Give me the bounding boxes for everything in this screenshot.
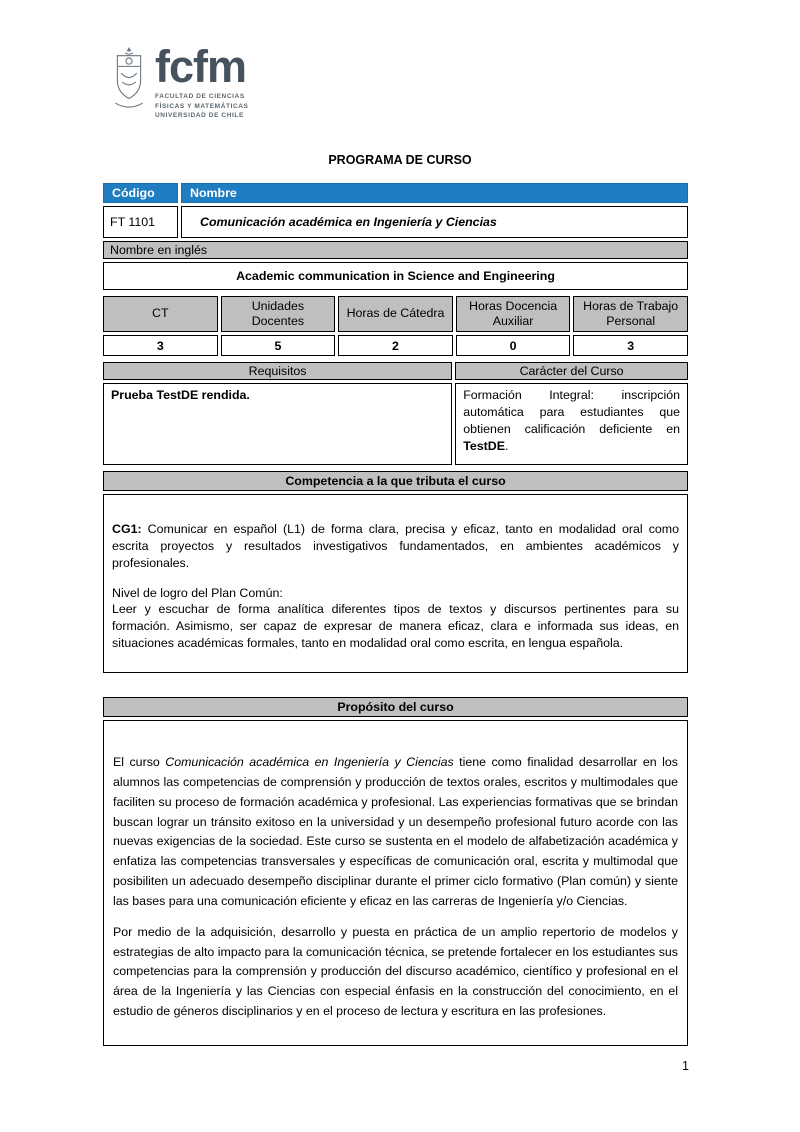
spacer	[112, 572, 679, 585]
requisitos-header-cell: Requisitos	[103, 362, 452, 380]
english-label-cell: Nombre en inglés	[103, 241, 688, 259]
nombre-header-cell: Nombre	[181, 183, 688, 203]
fcfm-logo	[112, 41, 249, 121]
caracter-text-bold: TestDE	[463, 438, 505, 453]
competencia-header-cell: Competencia a la que tributa el curso	[103, 471, 688, 491]
english-value-row	[103, 262, 688, 290]
caracter-header-cell: Carácter del Curso	[455, 362, 688, 380]
content-column	[100, 180, 691, 1073]
page-title: PROGRAMA DE CURSO	[328, 153, 472, 167]
course-header-table	[100, 180, 691, 293]
hours-value-ct: 3	[103, 335, 218, 356]
competencia-content-row	[103, 494, 688, 673]
english-name-cell: Academic communication in Science and Engineering	[103, 262, 688, 290]
hours-header-ud: Unidades Docentes	[221, 296, 336, 332]
requisitos-table	[100, 359, 691, 468]
proposito-header-cell: Propósito del curso	[103, 697, 688, 717]
course-name-cell: Comunicación académica en Ingeniería y Ciencias	[181, 206, 688, 238]
logo-caption-line3: UNIVERSIDAD DE CHILE	[155, 112, 244, 120]
logo-text-block	[155, 41, 249, 121]
cg1-label: CG1:	[112, 522, 142, 536]
proposito-p1-course-name: Comunicación académica en Ingeniería y Ciencias	[165, 755, 454, 770]
proposito-content-cell	[103, 720, 688, 1046]
english-label-row	[103, 241, 688, 259]
hours-header-catedra: Horas de Cátedra	[338, 296, 453, 332]
code-name-value-row	[103, 206, 688, 238]
hours-header-ct: CT	[103, 296, 218, 332]
page-number: 1	[682, 1058, 689, 1073]
hours-value-personal: 3	[573, 335, 688, 356]
proposito-header-row	[103, 697, 688, 717]
caracter-text-post: .	[504, 438, 509, 453]
hours-table	[100, 293, 691, 359]
hours-header-row	[103, 296, 688, 332]
codigo-value-cell: FT 1101	[103, 206, 178, 238]
cg1-text: Comunicar en español (L1) de forma clara, precisa y eficaz, tanto en modalidad oral como escrita proyectos y resultados investigativos fundamentados, en ambientes académicos y profesionales.	[112, 522, 679, 570]
hours-value-row	[103, 335, 688, 356]
university-crest-icon	[112, 46, 146, 110]
hours-value-auxiliar: 0	[456, 335, 571, 356]
proposito-p1-post: tiene como finalidad desarrollar en los alumnos las competencias de comprensión y producción de textos orales, escritos y multimodales que faciliten su proceso de formación académica y profesional. Las experiencias formativas que se brindan buscan lograr un tránsito exitoso en la universidad y un desempeño profesional futuro acorde con las nuevas exigencias de la sociedad. Este curso se sustenta en el modelo de alfabetización académica y enfatiza las competencias transversales y específicas de comunicación oral, escrita y multimodal que posibiliten un adecuado desempeño disciplinar durante el primer ciclo formativo (Plan común) y siente las bases para una comunicación eficiente y eficaz en las carreras de Ingeniería y/o Ciencias.	[113, 755, 678, 908]
caracter-value-cell	[455, 383, 688, 465]
competencia-table	[100, 468, 691, 676]
code-name-header-row	[103, 183, 688, 203]
nivel-text: Leer y escuchar de forma analítica diferentes tipos de textos y discursos pertinentes para su formación. Asimismo, ser capaz de expresar de manera eficaz, clara e informada sus ideas, en situaciones académicas formales, tanto en modalidad oral como escrita, en lengua española.	[112, 602, 679, 651]
hours-value-ud: 5	[221, 335, 336, 356]
logo-caption-line1: FACULTAD DE CIENCIAS	[155, 93, 245, 101]
cg1-paragraph	[112, 521, 679, 572]
requisitos-header-row	[103, 362, 688, 380]
logo-caption-line2: FÍSICAS Y MATEMÁTICAS	[155, 102, 249, 110]
fcfm-wordmark: fcfm	[155, 41, 247, 92]
requisitos-value-cell: Prueba TestDE rendida.	[103, 383, 452, 465]
competencia-header-row	[103, 471, 688, 491]
codigo-header-cell: Código	[103, 183, 178, 203]
proposito-table	[100, 694, 691, 1049]
requisitos-content-row	[103, 383, 688, 465]
competencia-content-cell	[103, 494, 688, 673]
logo-caption	[155, 92, 249, 120]
proposito-paragraph-2: Por medio de la adquisición, desarrollo y puesta en práctica de un amplio repertorio de modelos y estrategias de alto impacto para la comunicación técnica, se pretende fortalecer en los estudiantes sus competencias para la comprensión y producción del discurso académico, científico y profesional en el área de la Ingeniería y las Ciencias con especial énfasis en la construcción del conocimiento, en el estudio de géneros disciplinarios y en el proceso de lectura y escritura en las profesiones.	[113, 924, 678, 1019]
proposito-content-row	[103, 720, 688, 1046]
hours-header-auxiliar: Horas Docencia Auxiliar	[456, 296, 571, 332]
nivel-heading: Nivel de logro del Plan Común:	[112, 585, 283, 600]
hours-header-personal: Horas de Trabajo Personal	[573, 296, 688, 332]
proposito-paragraph-1	[113, 753, 678, 912]
caracter-text-pre: Formación Integral: inscripción automática para estudiantes que obtienen calificación deficiente en	[463, 388, 680, 436]
proposito-p1-pre: El curso	[113, 755, 166, 770]
hours-value-catedra: 2	[338, 335, 453, 356]
